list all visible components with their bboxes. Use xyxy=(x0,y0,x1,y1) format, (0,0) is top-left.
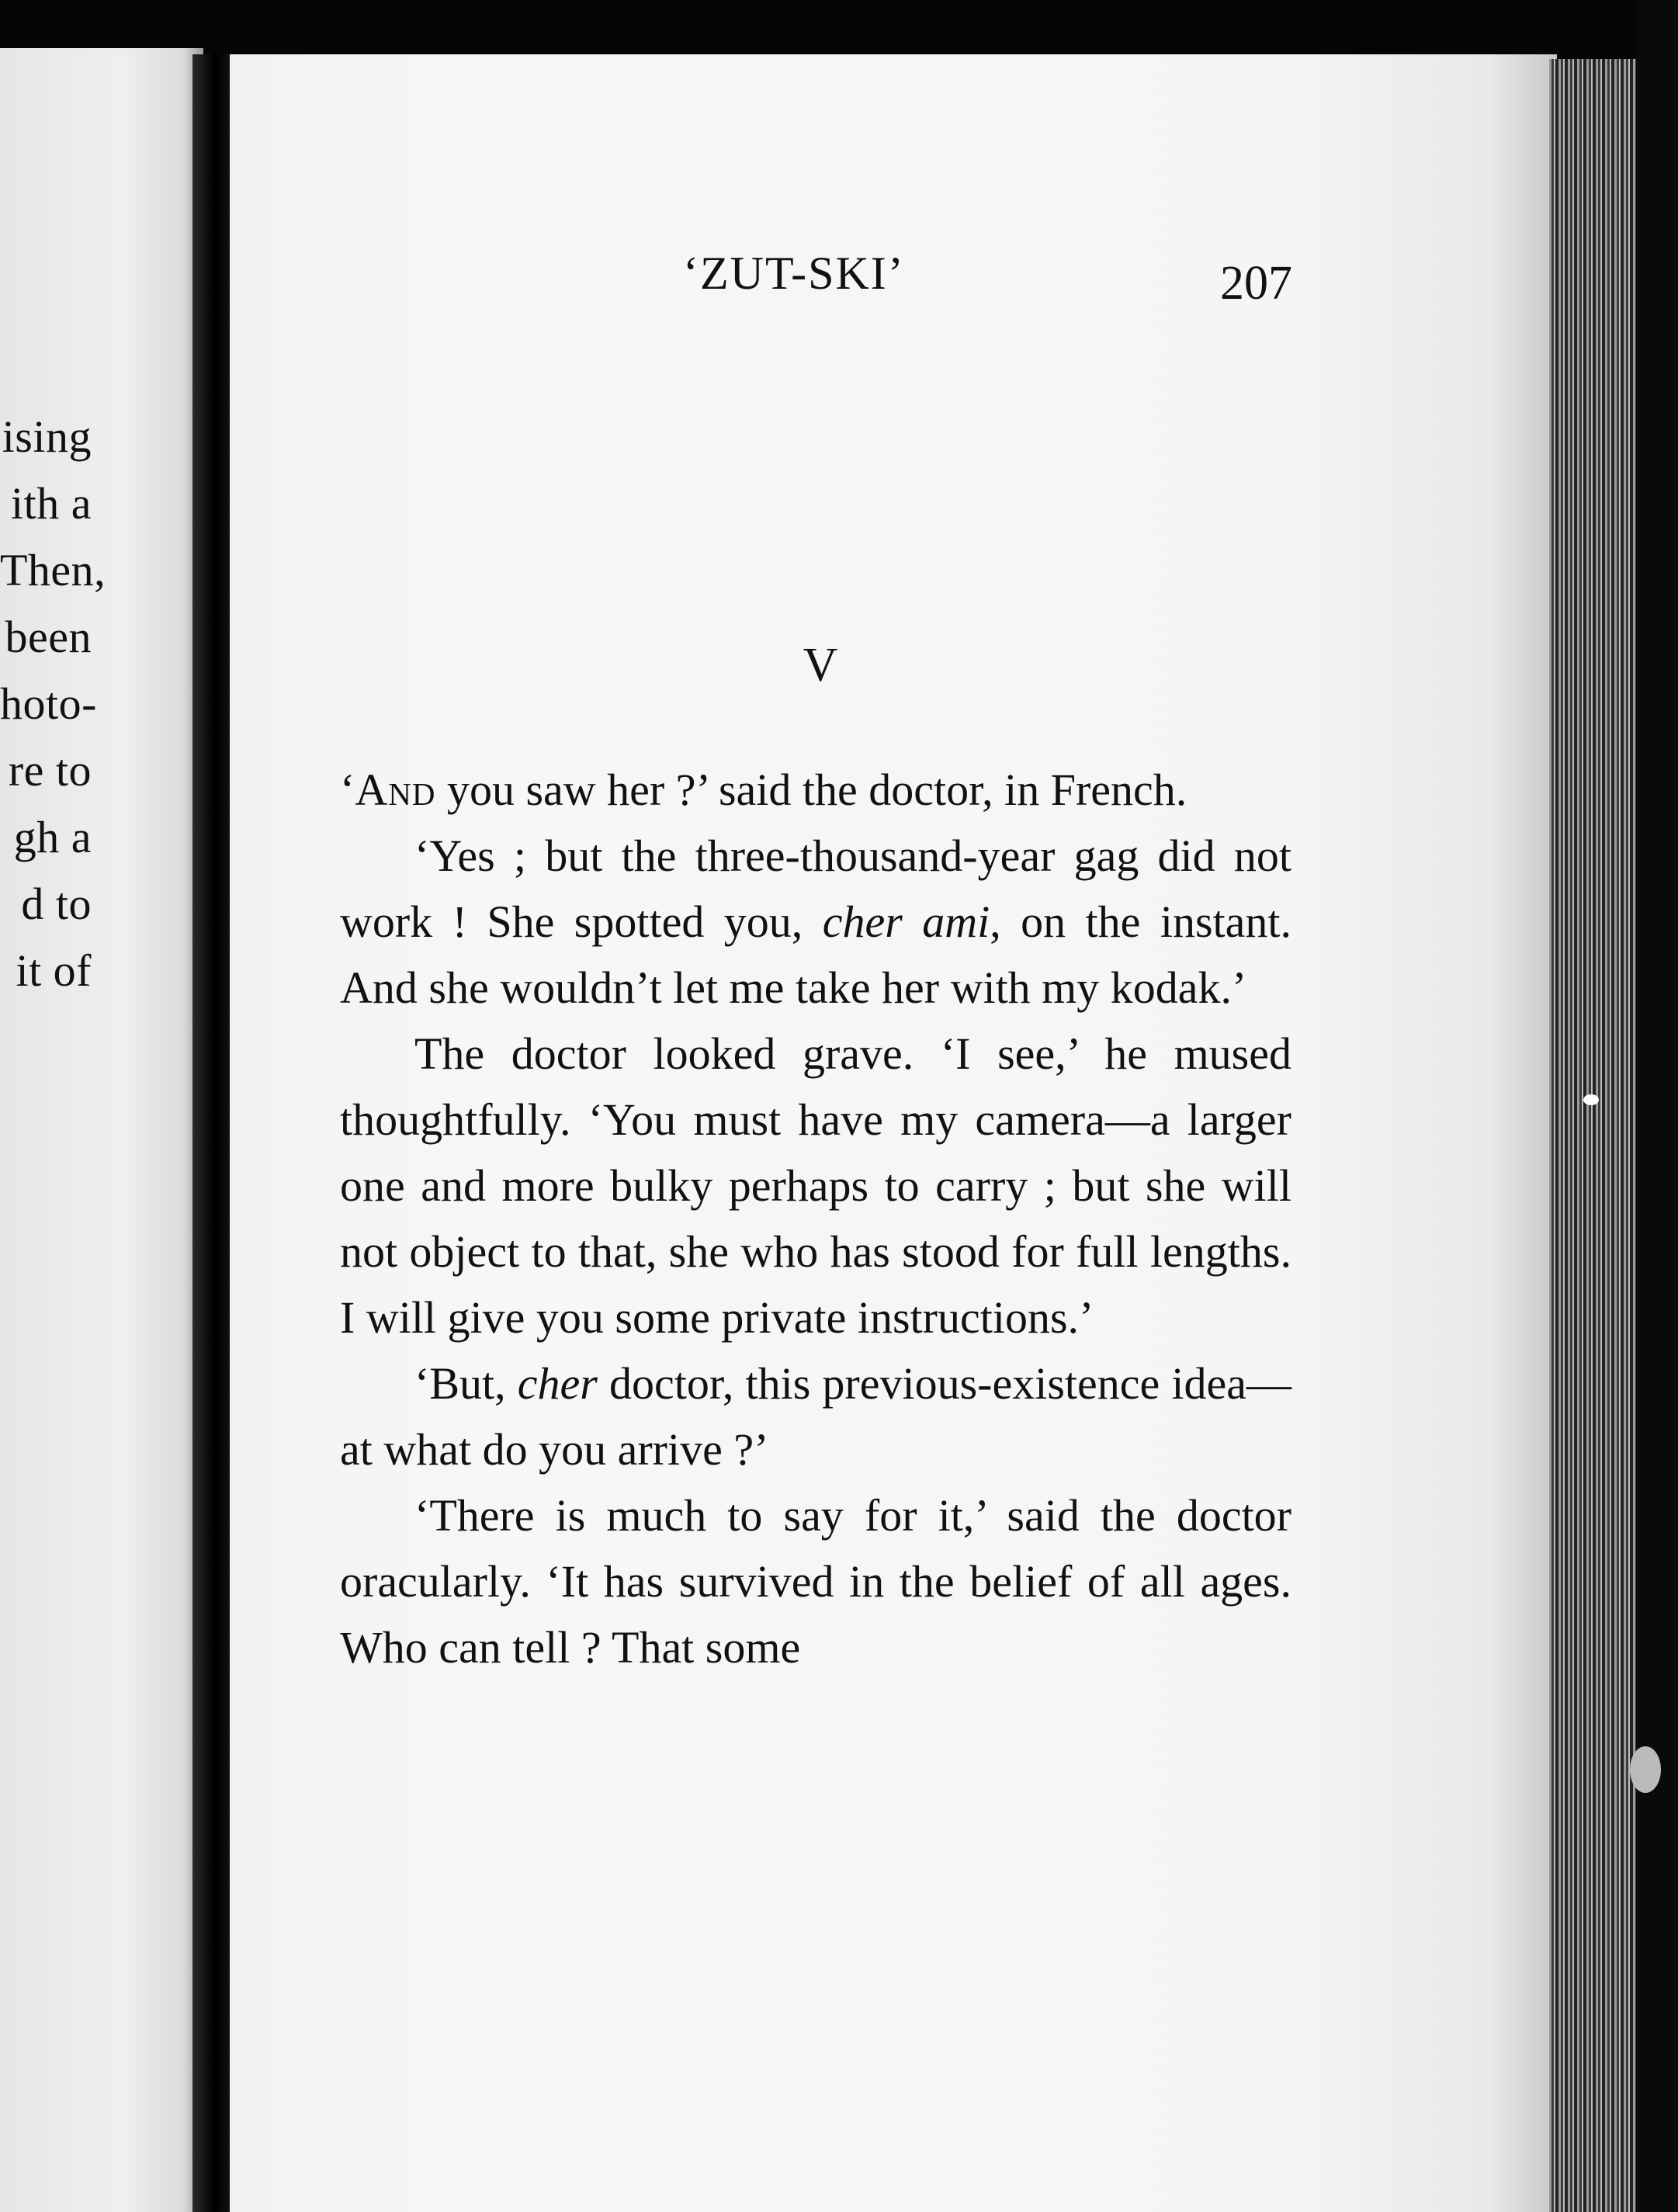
text-run: , on the instant. And she wouldn’t let me take her with my kodak.’ xyxy=(340,896,1292,1013)
facing-page-text xyxy=(0,404,106,1004)
text-run: ‘ xyxy=(340,764,355,815)
italic-text: cher xyxy=(517,1358,598,1409)
facing-page xyxy=(0,48,203,2212)
facing-line: it of xyxy=(16,945,92,996)
running-title: ‘ZUT-SKI’ xyxy=(683,248,905,299)
paragraph xyxy=(340,757,1291,823)
chapter-heading: V xyxy=(803,639,838,692)
facing-line: ising xyxy=(2,411,92,462)
text-run: ‘But, xyxy=(414,1358,518,1409)
text-run: ‘Yes ; but the three-thousand-year gag did not work ! She spotted you, xyxy=(340,830,1291,947)
paragraph xyxy=(340,1021,1291,1350)
italic-text: cher ami xyxy=(822,896,990,947)
facing-line: gh a xyxy=(13,812,92,862)
facing-line: d to xyxy=(21,879,92,929)
scan-border xyxy=(1636,0,1678,2212)
book-gutter xyxy=(192,54,230,2212)
body-text xyxy=(340,757,1291,1680)
small-caps-text: And xyxy=(355,764,436,815)
facing-line: hoto- xyxy=(0,678,97,729)
text-run: you saw her ?’ said the doctor, in French. xyxy=(435,764,1187,815)
paragraph xyxy=(340,823,1291,1021)
text-run: ‘There is much to say for it,’ said the doctor oracularly. ‘It has survived in the belief of all ages. Who can tell ? That some xyxy=(340,1490,1291,1673)
paragraph xyxy=(340,1482,1291,1680)
facing-line: been xyxy=(5,612,92,662)
page-edges xyxy=(1549,59,1636,2212)
facing-line: ith a xyxy=(11,478,92,529)
scan-speck xyxy=(1583,1094,1599,1105)
scan-speck xyxy=(1630,1746,1661,1793)
text-run: The doctor looked grave. ‘I see,’ he mused thoughtfully. ‘You must have my camera—a larger one and more bulky perhaps to carry ; but she will not object to that, she who has stood for full lengths. I will give you some private instructions.’ xyxy=(340,1028,1291,1343)
text-run: doctor, this previous-existence idea—at what do you arrive ?’ xyxy=(340,1358,1291,1475)
facing-line: re to xyxy=(8,745,92,796)
page-number: 207 xyxy=(1220,257,1292,310)
facing-line: Then, xyxy=(0,545,106,595)
paragraph xyxy=(340,1350,1291,1482)
